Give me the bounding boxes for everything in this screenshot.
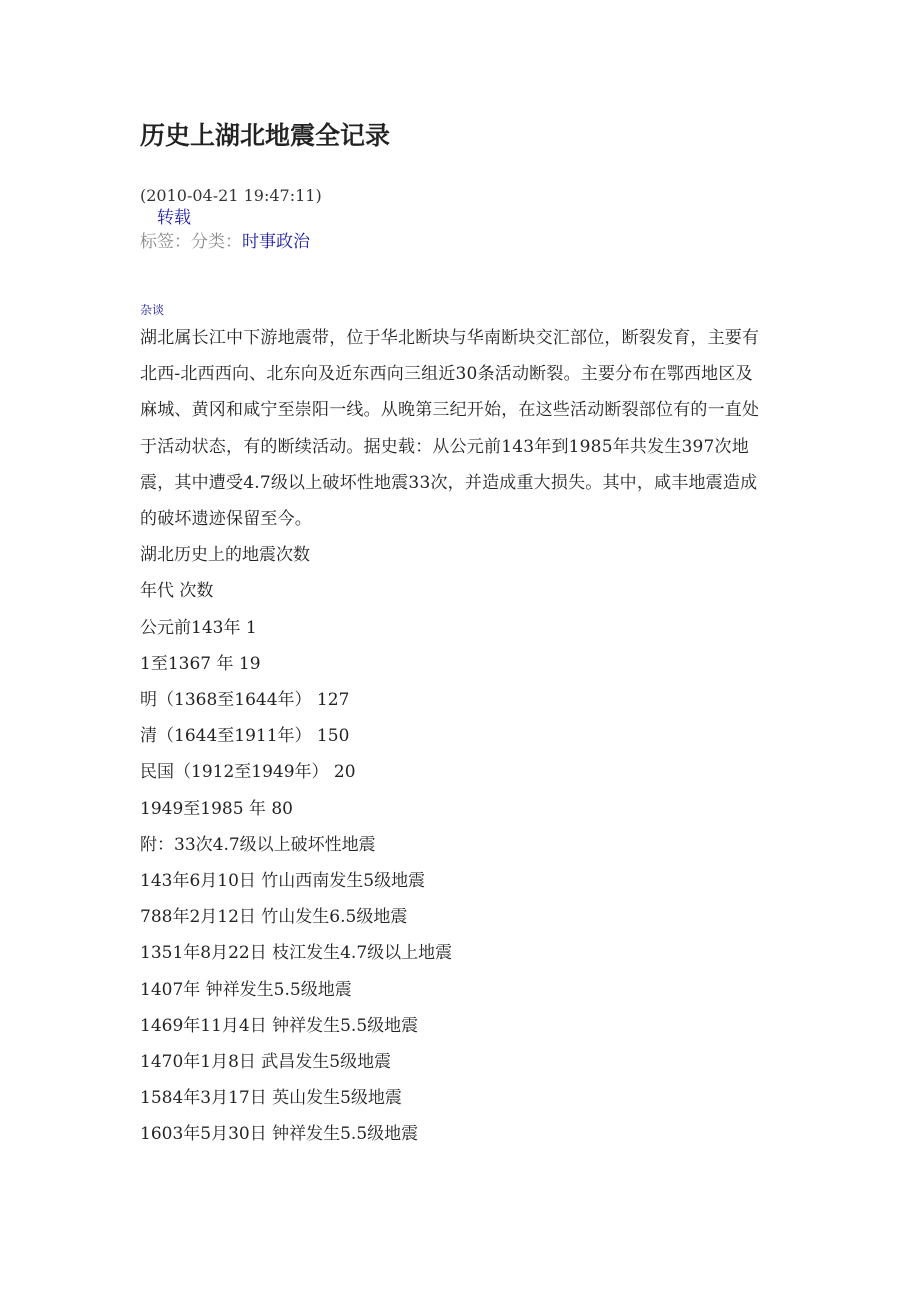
record-line: 143年6月10日 竹山西南发生5级地震 [140, 871, 426, 892]
record-line: 788年2月12日 竹山发生6.5级地震 [140, 907, 408, 928]
tag-link[interactable]: 杂谈 [140, 303, 165, 317]
record-line: 1949至1985 年 80 [140, 798, 293, 819]
record-line: 公元前143年 1 [140, 617, 257, 638]
record-line: 1469年11月4日 钟祥发生5.5级地震 [140, 1015, 419, 1036]
timestamp: (2010-04-21 19:47:11) [140, 186, 322, 205]
repost-link[interactable]: 转载 [157, 208, 191, 228]
article-meta [140, 184, 760, 230]
category-label: 分类： [191, 232, 242, 252]
record-line: 湖北历史上的地震次数 [140, 545, 310, 566]
record-line: 1至1367 年 19 [140, 653, 261, 674]
record-line: 年代 次数 [140, 581, 214, 602]
record-line: 附：33次4.7级以上破坏性地震 [140, 834, 376, 855]
article-title: 历史上湖北地震全记录 [140, 121, 391, 150]
record-line: 1351年8月22日 枝江发生4.7级以上地震 [140, 943, 453, 964]
article [140, 118, 760, 1153]
record-list [140, 537, 760, 1152]
record-line: 民国（1912至1949年） 20 [140, 762, 356, 783]
article-paragraph: 湖北属长江中下游地震带，位于华北断块与华南断块交汇部位，断裂发育，主要有北西-北西西向、北东向及近东西向三组近30条活动断裂。主要分布在鄂西地区及麻城、黄冈和咸宁至崇阳一线。从晚第三纪开始，在这些活动断裂部位有的一直处于活动状态，有的断续活动。据史载：从公元前143年到1985年共发生397次地震，其中遭受4.7级以上破坏性地震33次，并造成重大损失。其中，咸丰地震造成的破坏遗迹保留至今。 [140, 328, 760, 530]
category-link[interactable]: 时事政治 [242, 232, 310, 252]
tags-label: 标签： [140, 232, 191, 252]
record-line: 1407年 钟祥发生5.5级地震 [140, 979, 352, 1000]
record-line: 1603年5月30日 钟祥发生5.5级地震 [140, 1124, 419, 1145]
record-line: 1470年1月8日 武昌发生5级地震 [140, 1052, 392, 1073]
tags-row [140, 230, 760, 255]
record-line: 清（1644至1911年） 150 [140, 726, 350, 747]
record-line: 明（1368至1644年） 127 [140, 690, 350, 711]
record-line: 1584年3月17日 英山发生5级地震 [140, 1088, 402, 1109]
